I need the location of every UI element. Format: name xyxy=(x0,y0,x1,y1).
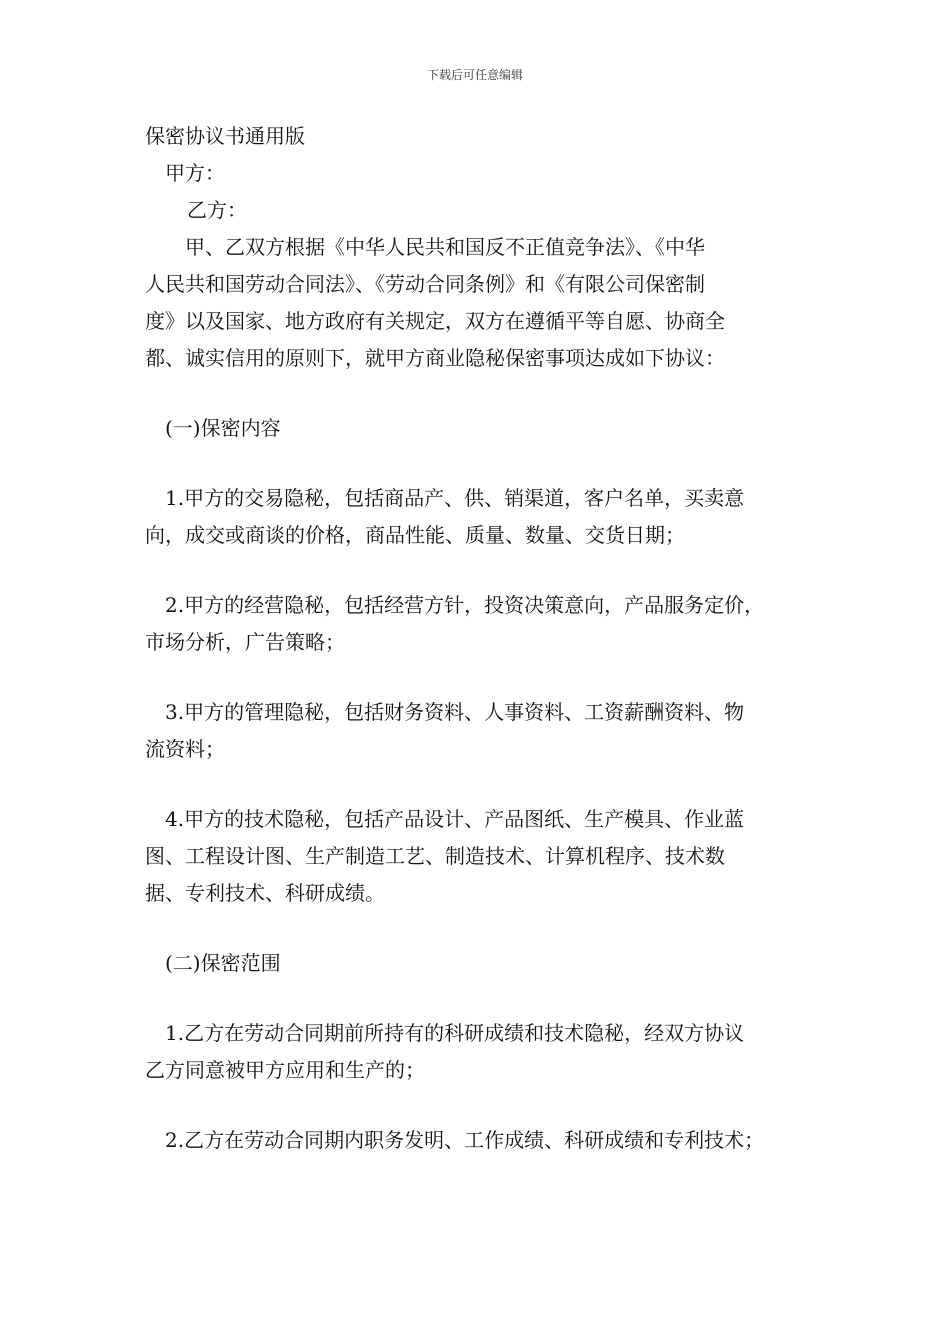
item-line: 2.甲方的经营隐秘，包括经营方针，投资决策意向，产品服务定价， xyxy=(165,593,765,617)
section2-item-2 xyxy=(145,1122,825,1159)
party-a-label: 甲方： xyxy=(165,161,225,185)
intro-line: 甲、乙双方根据《中华人民共和国反不正值竞争法》、《中华 xyxy=(145,235,705,259)
section2-item-1 xyxy=(145,1015,825,1089)
section1-item-2 xyxy=(145,587,825,661)
item-line: 图、工程设计图、生产制造工艺、制造技术、计算机程序、技术数 xyxy=(145,844,725,868)
page-header-note: 下载后可任意编辑 xyxy=(426,68,523,82)
intro-paragraph xyxy=(145,229,825,377)
document-title: 保密协议书通用版 xyxy=(145,124,305,148)
item-line: 1.乙方在劳动合同期前所持有的科研成绩和技术隐秘，经双方协议 xyxy=(165,1021,745,1045)
item-line: 流资料； xyxy=(145,737,225,761)
intro-line: 度》以及国家、地方政府有关规定，双方在遵循平等自愿、协商全 xyxy=(145,309,725,333)
intro-line: 人民共和国劳动合同法》、《劳动合同条例》和《有限公司保密制 xyxy=(145,272,705,296)
section-heading-content: (一)保密内容 xyxy=(165,416,281,440)
item-line: 市场分析，广告策略； xyxy=(145,630,345,654)
item-line: 向，成交或商谈的价格，商品性能、质量、数量、交货日期； xyxy=(145,523,685,547)
item-line: 3.甲方的管理隐秘，包括财务资料、人事资料、工资薪酬资料、物 xyxy=(165,700,745,724)
item-line: 1.甲方的交易隐秘，包括商品产、供、销渠道，客户名单，买卖意 xyxy=(165,486,745,510)
item-line: 乙方同意被甲方应用和生产的； xyxy=(145,1058,425,1082)
document-body xyxy=(145,118,825,1159)
section-heading-scope: (二)保密范围 xyxy=(165,951,281,975)
item-line: 4.甲方的技术隐秘，包括产品设计、产品图纸、生产模具、作业蓝 xyxy=(165,807,745,831)
section1-item-4 xyxy=(145,801,825,912)
intro-line: 都、诚实信用的原则下，就甲方商业隐秘保密事项达成如下协议： xyxy=(145,346,725,370)
section1-item-1 xyxy=(145,480,825,554)
item-line: 据、专利技术、科研成绩。 xyxy=(145,881,385,905)
party-b-label: 乙方： xyxy=(187,198,247,222)
item-line: 2.乙方在劳动合同期内职务发明、工作成绩、科研成绩和专利技术； xyxy=(165,1128,765,1152)
section1-item-3 xyxy=(145,694,825,768)
